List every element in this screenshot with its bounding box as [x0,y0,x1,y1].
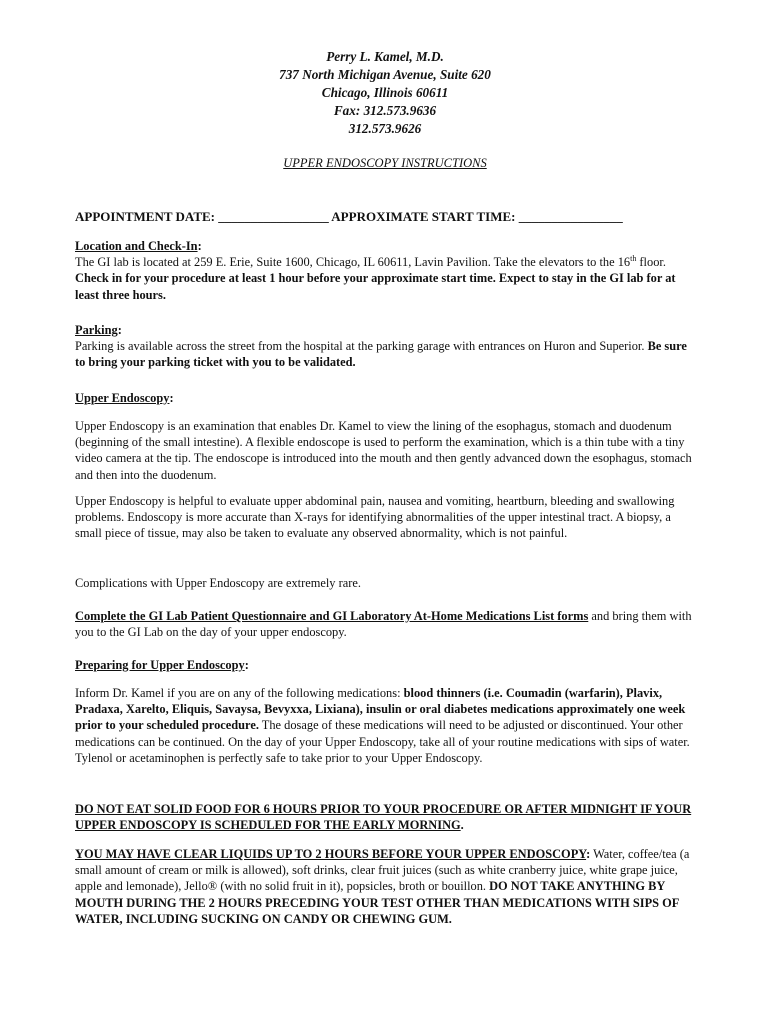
clear-liquids-section [75,846,700,927]
parking-text [75,338,700,370]
location-text-1: The GI lab is located at 259 E. Erie, Suite 1600, Chicago, IL 60611, Lavin Pavilion. Take the elevators to the 16 [75,255,631,270]
forms-paragraph [75,608,700,640]
parking-colon: : [117,323,122,337]
parking-section [75,322,700,371]
physician-name: Perry L. Kamel, M.D. [326,49,444,64]
parking-heading: Parking [75,323,118,337]
preparing-colon: : [244,658,249,672]
location-heading: Location and Check-In [75,239,198,253]
clear-liquids-heading: YOU MAY HAVE CLEAR LIQUIDS UP TO 2 HOURS BEFORE YOUR UPPER ENDOSCOPY [75,847,587,861]
no-food-text: DO NOT EAT SOLID FOOD FOR 6 HOURS PRIOR TO YOUR PROCEDURE OR AFTER MIDNIGHT IF YOUR UPPER ENDOSCOPY IS SCHEDULED FOR THE EARLY MORNING [75,802,692,833]
fax-number: Fax: 312.573.9636 [333,103,437,118]
preparing-paragraph [75,685,700,766]
preparing-heading-row [75,657,700,673]
clear-liquids-colon: : [586,847,591,861]
address-line-2: Chicago, Illinois 60611 [321,85,449,100]
preparing-heading: Preparing for Upper Endoscopy [75,658,245,672]
location-text-2: floor. [636,255,666,270]
clear-liquids-bold: DO NOT TAKE ANYTHING BY MOUTH DURING THE 2 HOURS PRECEDING YOUR TEST OTHER THAN MEDICATIONS WITH SIPS OF WATER, INCLUDING SUCKING ON CANDY OR CHEWING GUM. [75,879,679,926]
preparing-bold: blood thinners (i.e. Coumadin (warfarin), Plavix, Pradaxa, Xarelto, Eliquis, Savaysa, Bevyxxa, Lixiana), insulin or oral diabetes medications approximately one week prior to your scheduled procedure. [75,686,686,733]
start-time-label: APPROXIMATE START TIME: [331,209,516,224]
document-title: UPPER ENDOSCOPY INSTRUCTIONS [283,156,487,170]
parking-bold: Be sure to bring your parking ticket with you to be validated. [75,339,687,370]
preparing-text-2: The dosage of these medications will need to be adjusted or discontinued. Your other medications can be continued. On the day of your Upper Endoscopy, take all of your routine medications with sips of water. Tylenol or acetaminophen is perfectly safe to take prior to your Upper Endoscopy. [75,718,690,765]
clear-liquids-text: Water, coffee/tea (a small amount of cream or milk is allowed), soft drinks, clear fruit juices (such as white cranberry juice, white grape juice, apple and lemonade), Jello® (with no solid fruit in it), popsicles, broth or bouillon. [75,847,690,894]
location-section [75,238,700,303]
upper-endoscopy-p3: Complications with Upper Endoscopy are extremely rare. [75,576,361,590]
location-text [75,254,700,303]
upper-endoscopy-p2: Upper Endoscopy is helpful to evaluate upper abdominal pain, nausea and vomiting, heartburn, bleeding and swallowing problems. Endoscopy is more accurate than X-rays for identifying abnormalities of the upper intestinal tract. A biopsy, a small piece of tissue, may also be taken to evaluate any observed abnormality, which is not painful. [75,494,675,541]
no-food-period: . [460,818,464,833]
location-colon: : [197,239,202,253]
appointment-line [75,209,715,225]
letterhead [0,48,770,138]
location-sup: th [630,254,637,264]
phone-number: 312.573.9626 [348,121,422,136]
appointment-date-blank: _________________ [218,209,329,224]
upper-endoscopy-p1: Upper Endoscopy is an examination that enables Dr. Kamel to view the lining of the esophagus, stomach and duodenum (beginning of the small intestine). A flexible endoscope is used to perform the examination, which is a thin tube with a tiny video camera at the tip. The endoscope is introduced into the mouth and then gently advanced down the esophagus, stomach and then into the duodenum. [75,419,692,482]
appointment-date-label: APPOINTMENT DATE: [75,209,215,224]
upper-endoscopy-heading-row [75,390,700,406]
upper-endoscopy-heading: Upper Endoscopy [75,391,170,405]
location-bold: Check in for your procedure at least 1 hour before your approximate start time. Expect to stay in the GI lab for at least three hours. [75,271,676,302]
preparing-text-1: Inform Dr. Kamel if you are on any of the following medications: [75,686,404,700]
no-food-warning [75,801,700,833]
forms-bold: Complete the GI Lab Patient Questionnaire and GI Laboratory At-Home Medications List forms [75,609,589,623]
start-time-blank: ________________ [518,209,623,224]
upper-endoscopy-colon: : [169,391,174,405]
address-line-1: 737 North Michigan Avenue, Suite 620 [279,67,491,82]
forms-text: and bring them with you to the GI Lab on the day of your upper endoscopy. [75,609,692,640]
parking-text-body: Parking is available across the street from the hospital at the parking garage with entrances on Huron and Superior. [75,339,648,354]
